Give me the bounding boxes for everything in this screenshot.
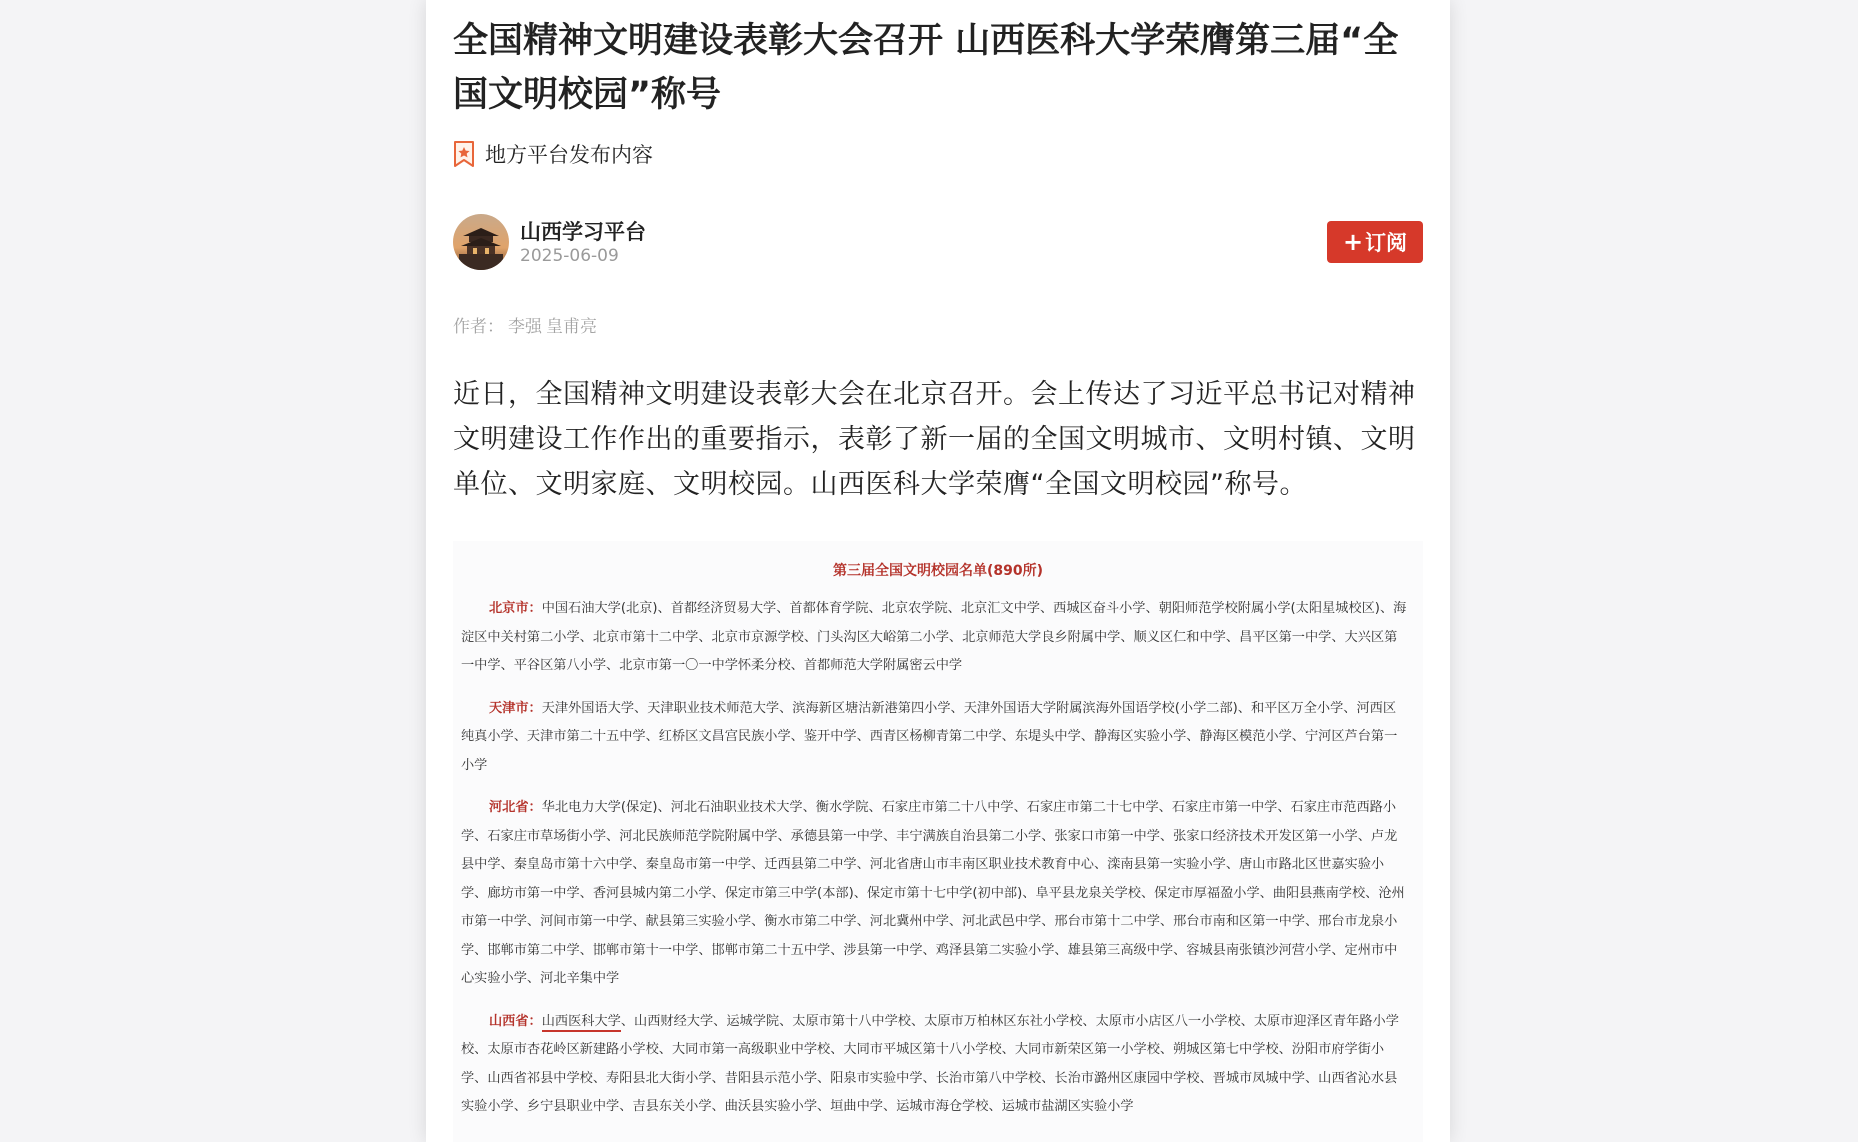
- author-name: 李强: [508, 317, 542, 337]
- region-entry: [461, 695, 1409, 781]
- region-label: 天津市：: [489, 700, 542, 716]
- avatar[interactable]: [453, 214, 509, 270]
- bookmark-star-icon: [453, 141, 475, 167]
- account-name[interactable]: 山西学习平台: [520, 220, 646, 244]
- article-page: [426, 0, 1450, 1142]
- source-tag: [453, 139, 653, 169]
- account-header: [453, 214, 1423, 270]
- region-schools: 华北电力大学(保定)、河北石油职业技术大学、衡水学院、石家庄市第二十八中学、石家庄市第二十七中学、石家庄市第一中学、石家庄市范西路小学、石家庄市草场街小学、河北民族师范学院附属中学、承德县第一中学、丰宁满族自治县第二小学、张家口市第一中学、张家口经济技术开发区第一小学、卢龙县中学、秦皇岛市第十六中学、秦皇岛市第一中学、迁西县第二中学、河北省唐山市丰南区职业技术教育中心、滦南县第一实验小学、唐山市路北区世嘉实验小学、廊坊市第一中学、香河县城内第二小学、保定市第三中学(本部)、保定市第十七中学(初中部)、阜平县龙泉关学校、保定市厚福盈小学、曲阳县燕南学校、沧州市第一中学、河间市第一中学、献县第三实验小学、衡水市第二中学、河北冀州中学、河北武邑中学、邢台市第十二中学、邢台市南和区第一中学、邢台市龙泉小学、邯郸市第二中学、邯郸市第十一中学、邯郸市第二十五中学、涉县第一中学、鸡泽县第二实验小学、雄县第三高级中学、容城县南张镇沙河营小学、定州市中心实验小学、河北辛集中学: [461, 800, 1405, 986]
- pavilion-icon: [453, 214, 509, 270]
- region-entry: [461, 794, 1409, 994]
- source-tag-label: 地方平台发布内容: [485, 143, 653, 167]
- subscribe-button[interactable]: [1327, 221, 1423, 263]
- plus-icon: +: [1342, 228, 1364, 256]
- article-title: 全国精神文明建设表彰大会召开 山西医科大学荣膺第三届“全国文明校园”称号: [453, 21, 1399, 115]
- byline-prefix: 作者：: [453, 317, 504, 337]
- subscribe-label: 订阅: [1365, 231, 1408, 255]
- byline: [453, 312, 601, 337]
- region-schools: 中国石油大学(北京)、首都经济贸易大学、首都体育学院、北京农学院、北京汇文中学、西城区奋斗小学、朝阳师范学校附属小学(太阳星城校区)、海淀区中关村第二小学、北京市第十二中学、北京市京源学校、门头沟区大峪第二小学、北京师范大学良乡附属中学、顺义区仁和中学、昌平区第一中学、大兴区第一中学、平谷区第八小学、北京市第一〇一中学怀柔分校、首都师范大学附属密云中学: [461, 601, 1407, 673]
- region-entry: [461, 1008, 1409, 1122]
- region-entry: [461, 595, 1409, 681]
- highlighted-school: 山西医科大学: [542, 1014, 621, 1032]
- region-label: 河北省：: [489, 800, 542, 815]
- campus-list-image: [453, 541, 1423, 1142]
- region-schools: 、山西财经大学、运城学院、太原市第十八中学校、太原市万柏林区东社小学校、太原市小店区八一小学校、太原市迎泽区青年路小学校、太原市杏花岭区新建路小学校、大同市第一高级职业中学校、大同市平城区第十八小学校、大同市新荣区第一小学校、朔城区第七中学校、汾阳市府学街小学、山西省祁县中学校、寿阳县北大街小学、昔阳县示范小学、阳泉市实验中学、长治市第八中学校、长治市潞州区康园中学校、晋城市凤城中学、山西省沁水县实验小学、乡宁县职业中学、吉县东关小学、曲沃县实验小学、垣曲中学、运城市海仓学校、运城市盐湖区实验小学: [461, 1013, 1399, 1114]
- region-label: 北京市：: [489, 601, 542, 616]
- lead-paragraph: 近日，全国精神文明建设表彰大会在北京召开。会上传达了习近平总书记对精神文明建设工作作出的重要指示，表彰了新一届的全国文明城市、文明村镇、文明单位、文明家庭、文明校园。山西医科大学荣膺“全国文明校园”称号。: [453, 379, 1416, 500]
- list-title: 第三届全国文明校园名单(890所): [832, 563, 1044, 579]
- post-date: 2025-06-09: [520, 246, 619, 266]
- region-label: 山西省：: [489, 1013, 542, 1029]
- region-schools: 天津外国语大学、天津职业技术师范大学、滨海新区塘沽新港第四小学、天津外国语大学附属滨海外国语学校(小学二部)、和平区万全小学、河西区纯真小学、天津市第二十五中学、红桥区文昌宫民族小学、鉴开中学、西青区杨柳青第二中学、东堤头中学、静海区实验小学、静海区模范小学、宁河区芦台第一小学: [461, 700, 1398, 773]
- author-name: 皇甫亮: [546, 317, 597, 337]
